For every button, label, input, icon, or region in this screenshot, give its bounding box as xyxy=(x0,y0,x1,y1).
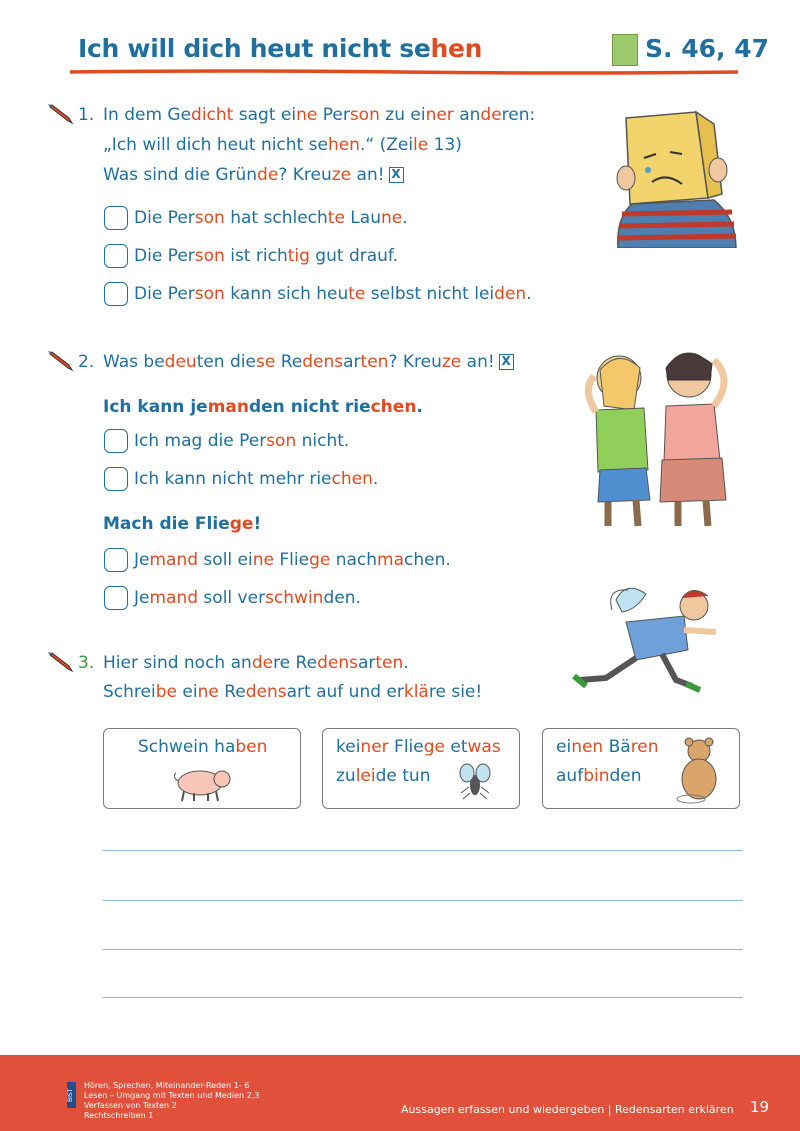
task-2-line-1: Was bedeuten diese Redensarten? Kreuze an! X xyxy=(103,352,514,372)
writing-line[interactable] xyxy=(103,997,743,998)
task-1-line-1: In dem Gedicht sagt eine Person zu einer anderen: xyxy=(103,105,536,125)
idiom-card-text: Schwein haben xyxy=(138,737,268,757)
page-reference: S. 46, 47 xyxy=(645,34,769,63)
footer-standards: Hören, Sprechen, Miteinander-Reden 1- 6 Lesen – Umgang mit Texten und Medien 2,3 Verfassen von Texten 2 Rechtschreiben 1 xyxy=(84,1081,260,1120)
checkbox-icon: X xyxy=(499,354,514,370)
bear-icon xyxy=(673,735,725,805)
task-3-number: 3. xyxy=(78,653,95,673)
girls-illustration xyxy=(574,340,744,530)
checkbox[interactable] xyxy=(104,467,128,491)
running-boy-illustration xyxy=(566,580,730,700)
checkbox-icon: X xyxy=(389,167,404,183)
writing-line[interactable] xyxy=(103,949,743,950)
idiom-card-text-line-1: keiner Fliege etwas xyxy=(336,737,501,757)
checkbox[interactable] xyxy=(104,548,128,572)
task-1-line-2: „Ich will dich heut nicht sehen.“ (Zeile 13) xyxy=(103,135,462,155)
bist-label: BIST xyxy=(67,1082,76,1108)
idiom-2-option-2: Jemand soll verschwinden. xyxy=(134,588,361,608)
idiom-card-2 xyxy=(322,728,520,809)
footer xyxy=(0,1055,800,1131)
task-1-option-2: Die Person ist richtig gut drauf. xyxy=(134,246,399,266)
idiom-1-option-2: Ich kann nicht mehr riechen. xyxy=(134,469,379,489)
idiom-card-3 xyxy=(542,728,740,809)
writing-line[interactable] xyxy=(103,850,743,851)
task-1-number: 1. xyxy=(78,105,95,125)
checkbox[interactable] xyxy=(104,282,128,306)
idiom-1-option-1: Ich mag die Person nicht. xyxy=(134,431,350,451)
idiom-card-1 xyxy=(103,728,301,809)
pencil-icon xyxy=(46,103,74,125)
idiom-card-text-line-2: zuleide tun xyxy=(336,766,431,786)
task-3-line-1: Hier sind noch andere Redensarten. xyxy=(103,653,409,673)
task-2-number: 2. xyxy=(78,352,95,372)
idiom-card-text-line-1: einen Bären xyxy=(556,737,659,757)
pencil-icon xyxy=(46,350,74,372)
checkbox[interactable] xyxy=(104,586,128,610)
task-3-line-2: Schreibe eine Redensart auf und erkläre sie! xyxy=(103,682,483,702)
page-title: Ich will dich heut nicht sehen xyxy=(78,34,483,63)
book-icon xyxy=(612,34,638,66)
checkbox[interactable] xyxy=(104,206,128,230)
checkbox[interactable] xyxy=(104,244,128,268)
checkbox[interactable] xyxy=(104,429,128,453)
task-1-option-1: Die Person hat schlechte Laune. xyxy=(134,208,408,228)
pig-icon xyxy=(172,761,234,803)
task-1-line-3: Was sind die Gründe? Kreuze an! X xyxy=(103,165,404,185)
idiom-1-heading: Ich kann jemanden nicht riechen. xyxy=(103,397,423,417)
title-underline xyxy=(70,69,738,75)
box-head-illustration xyxy=(596,108,761,248)
fly-icon xyxy=(455,761,495,801)
idiom-2-option-1: Jemand soll eine Fliege nachmachen. xyxy=(134,550,451,570)
task-1-option-3: Die Person kann sich heute selbst nicht leiden. xyxy=(134,284,532,304)
idiom-2-heading: Mach die Fliege! xyxy=(103,514,262,534)
footer-topic: Aussagen erfassen und wiedergeben | Redensarten erklären xyxy=(401,1103,734,1116)
idiom-card-text-line-2: aufbinden xyxy=(556,766,642,786)
writing-line[interactable] xyxy=(103,900,743,901)
pencil-icon xyxy=(46,651,74,673)
page-number: 19 xyxy=(750,1098,770,1116)
